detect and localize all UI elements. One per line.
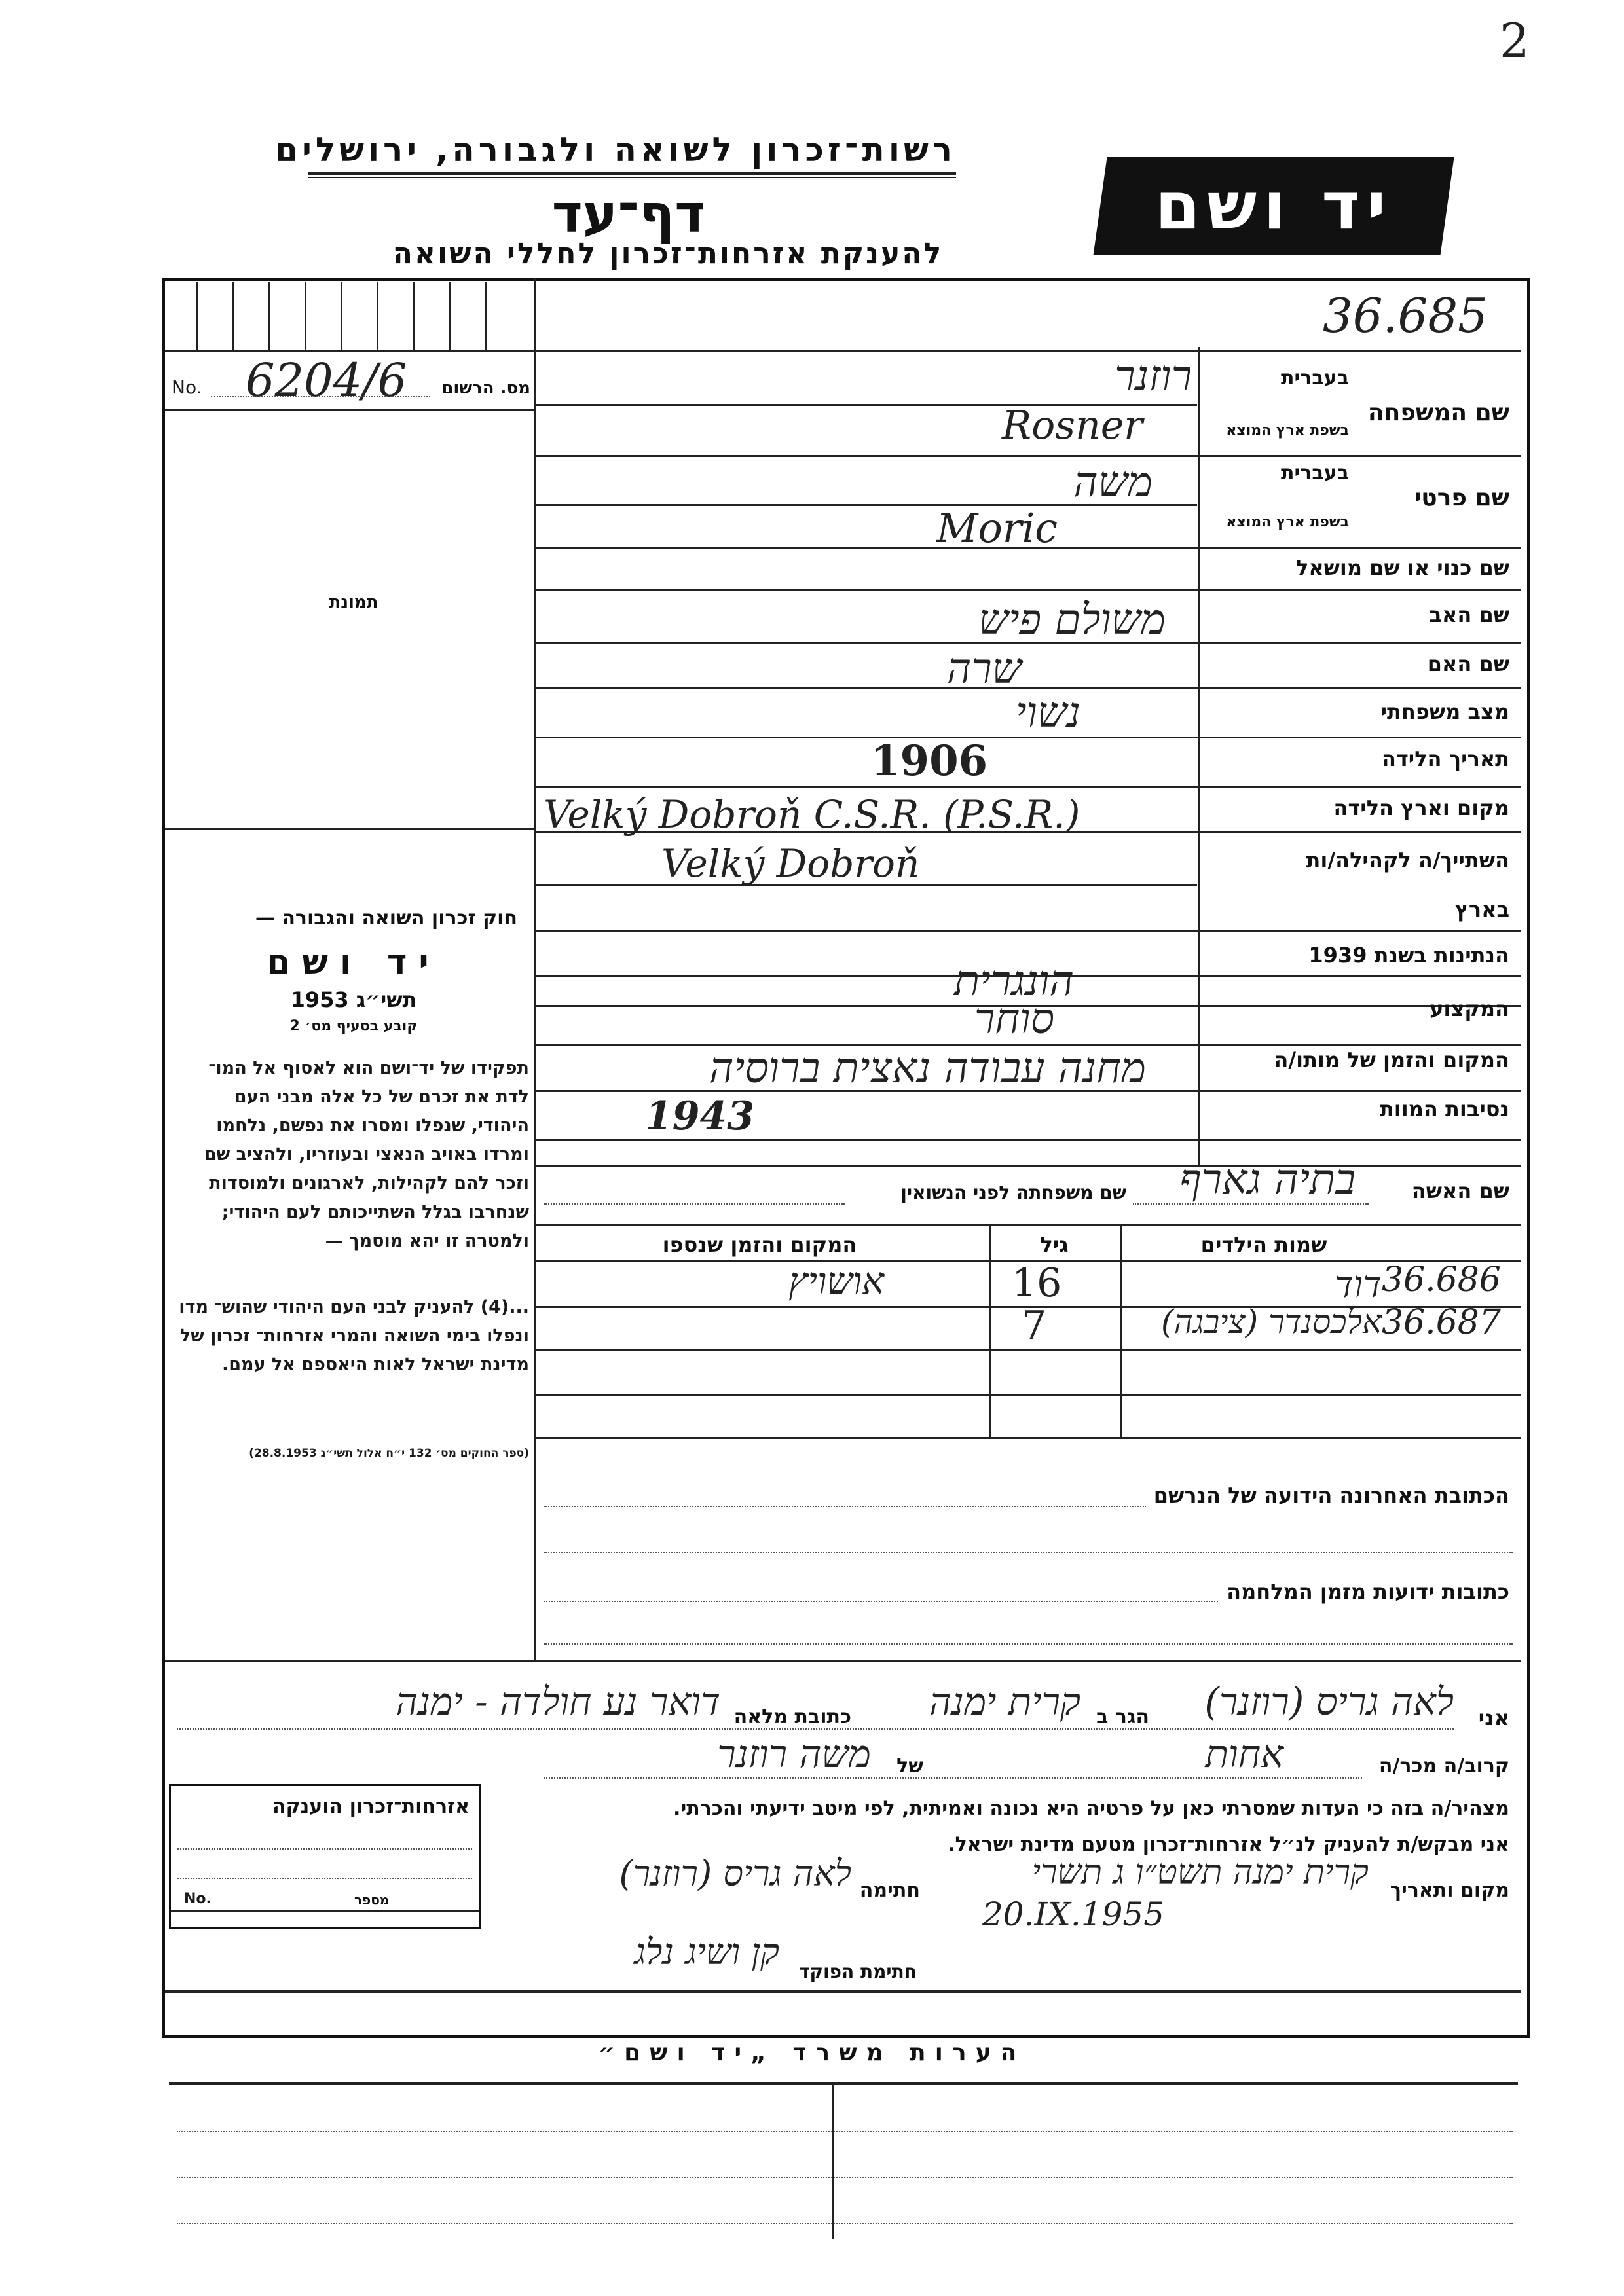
given-label: שם פרטי <box>1414 484 1509 511</box>
wife-dotted-line <box>1133 1203 1369 1205</box>
birthdate-label: תאריך הלידה <box>1381 746 1509 771</box>
birthplace-value: Velký Dobroň C.S.R. (P.S.R.) <box>544 792 1080 837</box>
father-value: משולם פיש <box>978 596 1166 644</box>
birthdate-row-line <box>536 786 1521 788</box>
alias-row-line <box>536 589 1521 591</box>
wife-row-line <box>536 1224 1521 1226</box>
office-notes-divider <box>832 2082 834 2239</box>
form-title: דף־עד <box>551 183 706 244</box>
mother-label: שם האם <box>1427 651 1509 676</box>
surname-row-line <box>536 455 1521 457</box>
children-names-header: שמות הילדים <box>1200 1232 1327 1257</box>
address-value: דואר נע חולדה - ימנה <box>396 1679 720 1724</box>
child-2-name: אלכסנדר (ציבגה) <box>1160 1303 1382 1341</box>
office-notes-header-line <box>169 2082 1518 2085</box>
father-label: שם האב <box>1429 602 1509 627</box>
wife-maiden-dotted-line <box>544 1203 845 1205</box>
given-hebrew-value: משה <box>1073 458 1153 507</box>
date-value: 20.IX.1955 <box>982 1895 1165 1933</box>
marital-row-line <box>536 737 1521 738</box>
occupation-value: סוחר <box>974 995 1054 1044</box>
no-label: No. <box>172 376 202 398</box>
death-place-value: מחנה עבודה נאצית ברוסיה <box>709 1044 1146 1093</box>
circumstances-label: נסיבות המוות <box>1379 1097 1509 1121</box>
child-2-age: 7 <box>1022 1303 1047 1349</box>
child-row-3-line <box>536 1394 1521 1396</box>
children-col-divider-2 <box>1120 1224 1122 1437</box>
last-address-dotted-line-2 <box>544 1552 1513 1553</box>
law-paragraph-1: תפקידו של יד־ושם הוא לאסוף אל המו־ לדת את זכרם של כל אלה מבני העם היהודי, שנפלו ומסרו את נפשם, נלחמו ומרדו באויב הנאצי ובעוזריו, ולהציב שם וזכר להם לקהילות, לארגונים ולמוסדות שנחרבו בגלל השתייכותם לעם היהודי; ולמטרה זו יהא מוסמך — <box>204 1058 529 1251</box>
surname-origin-value: Rosner <box>1002 403 1143 448</box>
authority-title: רשות־זכרון לשואה ולגבורה, ירושלים <box>275 131 956 169</box>
office-notes-title: הערות משרד „יד ושם״ <box>598 2039 1026 2066</box>
address-label: כתובת מלאה <box>733 1705 851 1728</box>
child-1-place: אושויץ <box>788 1260 884 1303</box>
label-column-divider <box>1198 347 1200 1165</box>
wife-maiden-label: שם משפחתה לפני הנשואין <box>900 1182 1126 1203</box>
fields-section-bottom <box>536 1165 1521 1167</box>
relation-value: אחות <box>1205 1732 1283 1776</box>
cell-divider <box>413 282 415 350</box>
law-paragraph-2: ...(4) להעניק לבני העם היהודי שהוש־ מדו ונפלו בימי השואה והמרי אזרחות־ זכרון של מדינת ישראל לאות היאספם אל עמם. <box>179 1297 529 1375</box>
wife-value: בתיה גארף <box>1179 1156 1356 1204</box>
authority-underline <box>308 172 956 175</box>
signature-value: לאה גריס (רוזנר) <box>619 1853 851 1894</box>
surname-hebrew-value: רוזנר <box>1115 352 1192 401</box>
header-row-line <box>165 350 1521 352</box>
registration-number: 6204/6 <box>246 354 407 407</box>
country-label: בארץ <box>1454 897 1509 922</box>
request-text: אני מבקש/ת להעניק לנ״ל אזרחות־זכרון מטעם מדינת ישראל. <box>948 1833 1509 1856</box>
surname-hebrew-label: בעברית <box>1281 367 1349 390</box>
photo-area-bottom-line <box>165 828 535 830</box>
of-label: של <box>896 1755 923 1777</box>
form-subtitle: להענקת אזרחות־זכרון לחללי השואה <box>392 237 944 270</box>
signature-label: חתימה <box>859 1879 920 1902</box>
citizenship-box-line <box>171 1910 479 1912</box>
photo-label: תמונת <box>329 592 378 612</box>
declaration-text: מצהיר/ה בזה כי העדות שמסרתי כאן על פרטיה היא נכונה ואמיתית, לפי מיטב ידיעתי והכרתי. <box>673 1797 1509 1820</box>
marital-value: נשוי <box>1015 689 1080 737</box>
wife-label: שם האשה <box>1411 1178 1509 1203</box>
official-label: חתימת הפוקד <box>798 1961 917 1982</box>
citizenship-granted-title: אזרחות־זכרון הוענקה <box>272 1795 470 1818</box>
office-notes-line-1 <box>177 2131 1513 2132</box>
resides-label: הגר ב <box>1096 1705 1149 1728</box>
marital-label: מצב משפחתי <box>1380 699 1509 724</box>
mother-value: שרה <box>946 645 1022 693</box>
citizenship-dotted-line-1 <box>177 1848 472 1850</box>
citizenship-value: הונגרית <box>953 957 1074 1006</box>
relation-label: קרוב/ה מכר/ה <box>1378 1755 1509 1777</box>
cell-divider <box>268 282 270 350</box>
law-name: יד ושם <box>267 943 441 982</box>
children-bottom-line <box>536 1437 1521 1439</box>
surname-label: שם המשפחה <box>1367 399 1509 426</box>
wartime-dotted-line <box>544 1601 1218 1602</box>
wartime-dotted-line-2 <box>544 1643 1513 1645</box>
child-1-ref: 36.686 <box>1382 1260 1501 1300</box>
place-date-value: קרית ימנה תשט״ו ג תשרי <box>1031 1853 1369 1892</box>
citizenship-dotted-line-2 <box>177 1878 472 1879</box>
community-value: Velký Dobroň <box>661 841 920 886</box>
citizenship-label: הנתינות בשנת 1939 <box>1308 943 1509 968</box>
given-row-line <box>536 547 1521 549</box>
given-hebrew-label: בעברית <box>1281 462 1349 484</box>
given-hebrew-line <box>536 504 1197 506</box>
cell-divider <box>232 282 234 350</box>
child-1-name: דוד <box>1334 1264 1382 1306</box>
declarant-i-label: אני <box>1478 1705 1509 1730</box>
left-panel-divider <box>534 278 536 1660</box>
yad-vashem-logo <box>1093 157 1454 255</box>
citizenship-number-label: מספר <box>354 1892 390 1908</box>
citizenship-no-label: No. <box>184 1891 212 1907</box>
declaration-section-line <box>165 1660 1521 1662</box>
relation-dotted-line <box>544 1777 1362 1779</box>
children-place-header: המקום והזמן שנספו <box>662 1232 857 1257</box>
alias-label: שם כנוי או שם מושאל <box>1295 555 1509 580</box>
given-origin-value: Moric <box>936 504 1058 552</box>
logo-text: יד ושם <box>1154 168 1393 244</box>
authority-underline-2 <box>308 177 956 178</box>
children-col-divider-1 <box>989 1224 991 1437</box>
child-row-2-line <box>536 1349 1521 1351</box>
office-notes-line-2 <box>177 2177 1513 2178</box>
office-notes-top-line <box>165 1990 1521 1993</box>
community-label: השתייך/ה לקהילה/ות <box>1306 848 1509 873</box>
official-signature: קן ושיג נלג <box>634 1931 779 1973</box>
surname-origin-label: בשפת ארץ המוצא <box>1226 422 1349 439</box>
declarant-name: לאה גריס (רוזנר) <box>1204 1679 1454 1724</box>
wartime-address-label: כתובות ידועות מזמן המלחמה <box>1227 1579 1509 1604</box>
law-footer: (ספר החוקים מס׳ 132 י״ח אלול תשי״ג 28.8.1953) <box>249 1447 529 1460</box>
declarant-dotted-line <box>177 1728 1454 1730</box>
registration-dotted-line <box>211 396 430 397</box>
law-year: תשי״ג 1953 <box>290 987 417 1012</box>
citizenship-granted-box <box>169 1784 481 1929</box>
birthdate-value: 1906 <box>871 737 988 786</box>
law-title: חוק זכרון השואה והגבורה — <box>255 907 517 930</box>
of-value: משה רוזנר <box>717 1732 871 1776</box>
children-age-header: גיל <box>1040 1232 1069 1257</box>
office-notes-line-3 <box>177 2223 1513 2224</box>
community-line-1 <box>536 884 1197 886</box>
death-place-row-line <box>536 1090 1521 1092</box>
cell-divider <box>449 282 451 350</box>
community-row-line <box>536 930 1521 932</box>
law-clause: קובע בסעיף מס׳ 2 <box>289 1018 418 1034</box>
cell-divider <box>196 282 198 350</box>
place-date-label: מקום ותאריך <box>1390 1879 1509 1902</box>
occupation-label: המקצוע <box>1430 996 1509 1021</box>
last-address-dotted-line <box>544 1506 1146 1507</box>
child-1-age: 16 <box>1012 1260 1062 1306</box>
last-address-label: הכתובת האחרונה הידועה של הנרשם <box>1153 1483 1509 1508</box>
registration-row-line <box>165 409 535 411</box>
cell-divider <box>304 282 306 350</box>
resides-value: קרית ימנה <box>929 1679 1080 1724</box>
death-place-label: המקום והזמן של מותו/ה <box>1274 1048 1509 1072</box>
birthplace-label: מקום וארץ הלידה <box>1333 795 1509 820</box>
cell-divider <box>341 282 342 350</box>
page-number: 2 <box>1500 13 1530 68</box>
father-row-line <box>536 642 1521 644</box>
given-origin-label: בשפת ארץ המוצא <box>1226 514 1349 530</box>
death-year-value: 1943 <box>645 1093 754 1139</box>
child-2-ref: 36.687 <box>1382 1303 1501 1342</box>
circumstances-line <box>536 1139 1521 1141</box>
registration-label: מס. הרשום <box>441 378 530 398</box>
birthplace-row-line <box>536 831 1521 833</box>
cell-divider <box>485 282 487 350</box>
cell-divider <box>377 282 378 350</box>
file-number: 36.685 <box>1323 288 1488 343</box>
